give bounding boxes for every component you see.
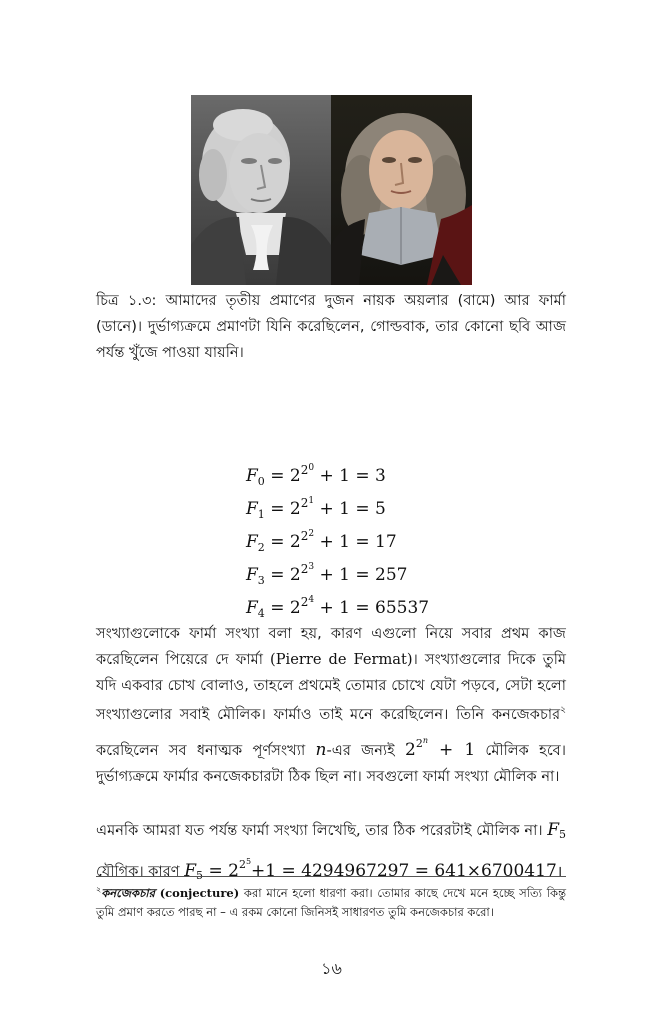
euler-portrait bbox=[191, 95, 331, 285]
eq-index: 2 bbox=[257, 541, 265, 554]
f5-index: 5 bbox=[196, 869, 204, 882]
eq-index: 0 bbox=[257, 475, 265, 488]
eq-index: 3 bbox=[257, 574, 265, 587]
eq-exp-exp: 0 bbox=[308, 463, 315, 473]
formula-exp: 2 bbox=[238, 858, 246, 871]
f5-letter: F bbox=[547, 820, 559, 840]
eq-exp: 2 bbox=[300, 463, 309, 477]
eq-result: 257 bbox=[375, 565, 408, 585]
figure-caption-text: আমাদের তৃতীয় প্রমাণের দুজন নায়ক অয়লার (বামে) আর ফার্মা (ডানে)। দুর্ভাগ্যক্রমে প্রমাণটা যিনি করেছিলেন, গোল্ডবাক, তার কোনো ছবি আজ পর্যন্ত খুঁজে পাওয়া যায়নি। bbox=[96, 292, 566, 361]
footnote-english-term: (conjecture) bbox=[159, 886, 240, 900]
footnote-text: করা মানে হলো ধারণা করা। তোমার কাছে দেখে মনে হচ্ছে সত্যি কিন্তু তুমি প্রমাণ করতে পারছ না – এ রকম কোনো জিনিসই সাধারণত তুমি কনজেকচার করো। bbox=[96, 886, 566, 919]
eq-exp: 2 bbox=[300, 496, 309, 510]
eq-exp-exp: 2 bbox=[308, 529, 315, 539]
eq-lhs: F bbox=[246, 532, 258, 552]
f5-index: 5 bbox=[559, 828, 566, 841]
formula-exp-exp: 5 bbox=[245, 857, 252, 866]
footnote-number: ২ bbox=[96, 885, 102, 894]
equation-f2: $F_2 = 2^{2^2} + 1 = 17$ bbox=[246, 529, 397, 554]
eq-base: 2 bbox=[289, 532, 301, 552]
paragraph-text: এমনকি আমরা যত পর্যন্ত ফার্মা সংখ্যা লিখেছি, তার ঠিক পরেরটাই মৌলিক না। bbox=[96, 822, 543, 839]
fermat-latin-name: (Pierre de Fermat) bbox=[270, 650, 413, 668]
eq-lhs: F bbox=[246, 466, 258, 486]
footnote-rule bbox=[96, 876, 566, 877]
inline-formula-fermat bbox=[405, 736, 476, 761]
eq-lhs: F bbox=[246, 499, 258, 519]
formula-exp: 2 bbox=[415, 737, 423, 751]
f5-letter: F bbox=[184, 861, 197, 881]
eq-base: 2 bbox=[289, 565, 301, 585]
f5-factorization: $F_5 = 2^{2^5}+1 = 4294967297 = 641\times 6700417$ bbox=[184, 857, 557, 882]
eq-result: 3 bbox=[375, 466, 386, 486]
body-paragraph-1 bbox=[96, 621, 566, 790]
equation-f0: $F_0 = 2^{2^0} + 1 = 3$ bbox=[246, 463, 386, 488]
eq-exp-exp: 3 bbox=[308, 562, 315, 572]
equation-f1: $F_1 = 2^{2^1} + 1 = 5$ bbox=[246, 496, 386, 521]
paragraph-text: । সংখ্যাগুলোর দিকে তুমি যদি একবার চোখ বোলাও, তাহলে প্রথমেই তোমার চোখে যেটা পড়বে, সেটা হলো সংখ্যাগুলোর সবাই মৌলিক। ফার্মাও তাই মনে করেছিলেন। তিনি কনজেকচার bbox=[96, 650, 567, 724]
formula-exp-exp: n bbox=[422, 736, 428, 746]
figure-label: চিত্র ১.৩: bbox=[96, 292, 157, 309]
paragraph-text: মৌলিক হবে। দুর্ভাগ্যক্রমে ফার্মার কনজেকচারটা ঠিক ছিল না। সবগুলো ফার্মা সংখ্যা মৌলিক না। bbox=[96, 742, 567, 785]
eq-exp-exp: 4 bbox=[308, 595, 315, 605]
math-variable-n: n bbox=[315, 740, 327, 761]
page-number: ১৬ bbox=[321, 959, 342, 978]
eq-index: 4 bbox=[257, 607, 265, 620]
eq-plus: + 1 = bbox=[319, 532, 370, 552]
eq-base: 2 bbox=[289, 598, 301, 618]
formula-base: 2 bbox=[228, 861, 239, 881]
eq-result: 5 bbox=[375, 499, 386, 519]
fermat-portrait-image bbox=[331, 95, 472, 285]
paragraph-text: যৌগিক। কারণ bbox=[96, 863, 185, 880]
formula-tail: +1 = 4294967297 = 641×6700417 bbox=[251, 861, 557, 881]
eq-plus: + 1 = bbox=[319, 598, 370, 618]
paragraph-text: -এর জন্যই bbox=[326, 742, 395, 760]
figure-caption bbox=[96, 288, 566, 366]
eq-index: 1 bbox=[257, 508, 265, 521]
eq-result: 17 bbox=[375, 532, 397, 552]
equation-f3: $F_3 = 2^{2^3} + 1 = 257$ bbox=[246, 562, 408, 587]
eq-lhs: F bbox=[246, 598, 258, 618]
f5-symbol bbox=[547, 820, 566, 840]
eq-exp-exp: 1 bbox=[308, 496, 315, 506]
eq-base: 2 bbox=[289, 466, 301, 486]
figure-portraits bbox=[191, 95, 472, 285]
eq-plus: + 1 = bbox=[319, 466, 370, 486]
eq-result: 65537 bbox=[375, 598, 430, 618]
equation-f4: $F_4 = 2^{2^4} + 1 = 65537$ bbox=[246, 595, 430, 620]
body-paragraph-2 bbox=[96, 817, 566, 889]
eq-plus: + 1 = bbox=[319, 565, 370, 585]
eq-base: 2 bbox=[289, 499, 301, 519]
eq-exp: 2 bbox=[300, 595, 309, 609]
paragraph-text: করেছিলেন সব ধনাত্মক পূর্ণসংখ্যা bbox=[96, 742, 306, 760]
formula-tail: + 1 bbox=[439, 740, 476, 761]
fermat-portrait bbox=[331, 95, 472, 285]
fermat-number-equations bbox=[246, 452, 446, 620]
eq-plus: + 1 = bbox=[319, 499, 370, 519]
footnote bbox=[96, 880, 566, 922]
sentence-end: । bbox=[556, 863, 563, 880]
formula-base: 2 bbox=[405, 740, 416, 761]
eq-exp: 2 bbox=[300, 562, 309, 576]
eq-exp: 2 bbox=[300, 529, 309, 543]
paragraph-text: সংখ্যাগুলোকে ফার্মা সংখ্যা বলা হয়, কারণ এগুলো নিয়ে সবার প্রথম কাজ করেছিলেন পিয়েরে দে ফার্মা bbox=[96, 625, 566, 668]
euler-portrait-image bbox=[191, 95, 331, 285]
eq-lhs: F bbox=[246, 565, 258, 585]
footnote-marker[interactable]: ২ bbox=[560, 705, 566, 716]
footnote-term: কনজেকচার bbox=[101, 886, 155, 900]
